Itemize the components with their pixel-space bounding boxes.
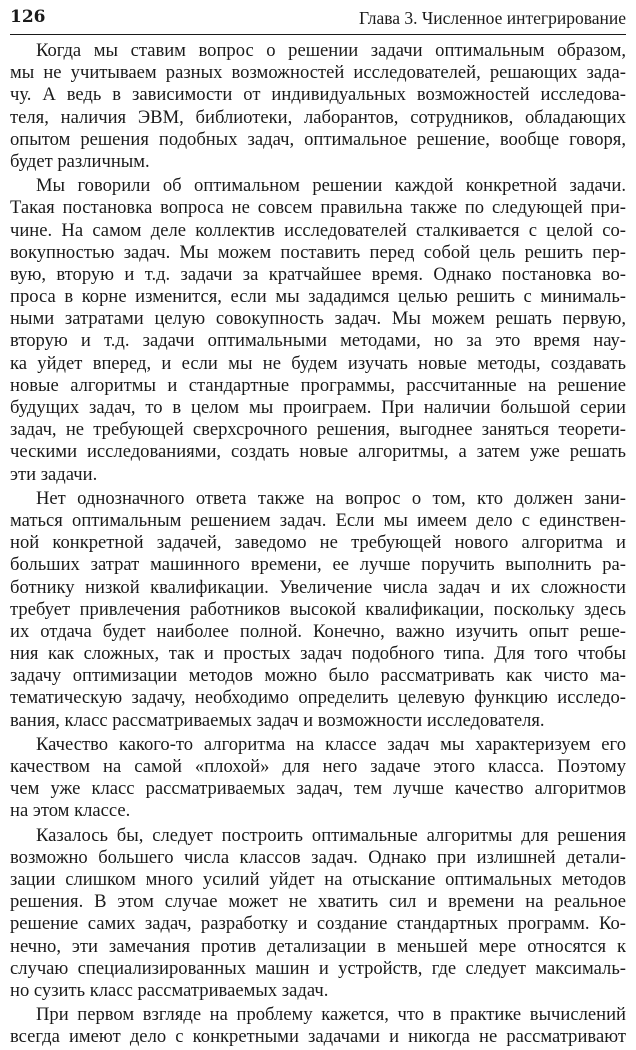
text-line: зации слишком много усилий уйдет на отыскание оптимальных методов	[10, 868, 626, 890]
text-line: опытом решения подобных задач, оптимальное решение, вообще говоря,	[10, 128, 626, 150]
text-line: вокупностью задач. Мы можем поставить перед собой цель решить пер-	[10, 241, 626, 263]
paragraph	[10, 734, 626, 823]
text-line: новые алгоритмы и стандартные программы, рассчитанные на решение	[10, 374, 626, 396]
running-title: Глава 3. Численное интегрирование	[358, 8, 626, 28]
text-line: Когда мы ставим вопрос о решении задачи оптимальным образом,	[36, 40, 626, 61]
text-line: чем уже класс рассматриваемых задач, тем лучше качество алгоритмов	[10, 778, 626, 800]
text-line: нечно, эти замечания против детализации в меньшей мере относятся к	[10, 935, 626, 957]
text-line: всегда имеют дело с конкретными задачами и никогда не рассматривают	[10, 1026, 626, 1048]
text-line: Казалось бы, следует построить оптимальные алгоритмы для решения	[36, 824, 626, 846]
page-number: 126	[10, 7, 46, 27]
paragraph	[10, 175, 626, 486]
text-line: эти задачи.	[10, 463, 98, 485]
text-line: возможно большего числа классов задач. Однако при излишней детали-	[10, 846, 626, 868]
text-line: на этом классе.	[10, 800, 131, 822]
text-line: проса в корне изменится, если мы зададимся целью решить с минималь-	[10, 286, 626, 308]
text-line: будет различным.	[10, 150, 150, 172]
text-line: больших затрат машинного времени, ее лучше поручить выполнить ра-	[10, 554, 626, 576]
text-line: их отдача будет наиболее полной. Конечно, важно изучить опыт реше-	[10, 620, 626, 642]
text-line: вторую и т.д. задачи оптимальными методами, но за это время нау-	[10, 330, 626, 352]
text-line: вую, вторую и т.д. задачи за кратчайшее время. Однако постановка во-	[10, 263, 626, 285]
text-line: Мы говорили об оптимальном решении каждой конкретной задачи.	[36, 175, 626, 197]
text-line: При первом взгляде на проблему кажется, что в практике вычислений	[36, 1004, 626, 1026]
running-header	[10, 4, 626, 35]
text-line: мы не учитываем разных возможностей исследователей, решающих зада-	[10, 62, 626, 84]
text-line: будущих задач, то в целом мы проиграем. При наличии большой серии	[10, 397, 626, 418]
text-line: ботнику низкой квалификации. Увеличение числа задач и их сложности	[10, 576, 626, 598]
text-line: качеством на самой «плохой» для него задаче этого класса. Поэтому	[10, 756, 626, 777]
text-line: ка уйдет вперед, и если мы не будем изучать новые методы, создавать	[10, 352, 626, 374]
text-line: ния как сложных, так и простых задач подобного типа. Для того чтобы	[10, 643, 626, 665]
text-line: решение самих задач, разработку и создание стандартных программ. Ко-	[10, 913, 626, 935]
text-line: чу. А ведь в зависимости от индивидуальных возможностей исследова-	[10, 84, 626, 106]
text-line: ческими исследованиями, создать новые алгоритмы, а затем уже решать	[10, 441, 626, 463]
text-line: чине. На самом деле коллектив исследователей сталкивается с целой со-	[10, 219, 626, 241]
text-line: случаю специализированных машин и устройств, где следует максималь-	[10, 957, 626, 979]
text-line: ными затратами целую совокупность задач. Мы можем решать первую,	[10, 308, 626, 330]
text-line: требует привлечения работников высокой квалификации, поскольку здесь	[10, 598, 626, 620]
book-page	[10, 0, 626, 1048]
text-line: решения. В этом случае может не хватить сил и времени на реальное	[10, 891, 626, 913]
paragraph	[10, 40, 626, 173]
text-line: ной конкретной задачей, заведомо не требующей нового алгоритма и	[10, 532, 626, 554]
text-line: Качество какого-то алгоритма на классе задач мы характеризуем его	[36, 733, 626, 755]
text-line: тематическую задачу, необходимо определить целевую функцию исследо-	[10, 687, 626, 709]
text-line: задачу оптимизации методов можно было рассматривать как чисто ма-	[10, 665, 626, 687]
text-line: теля, наличия ЭВМ, библиотеки, лаборантов, сотрудников, обладающих	[10, 106, 626, 128]
text-line: маться оптимальным решением задач. Если мы имеем дело с единствен-	[10, 509, 626, 531]
text-line: вания, класс рассматриваемых задач и возможности исследователя.	[10, 709, 545, 731]
text-line: задач, не требующей сверхсрочного решения, выгоднее заняться теорети-	[10, 419, 626, 441]
text-line: но сузить класс рассматриваемых задач.	[10, 979, 329, 1001]
paragraph	[10, 488, 626, 732]
body-text	[10, 40, 626, 1050]
paragraph	[10, 825, 626, 1003]
text-line: Такая постановка вопроса не совсем правильна также по следующей при-	[10, 197, 626, 219]
text-line: Нет однозначного ответа также на вопрос о том, кто должен зани-	[36, 487, 626, 509]
paragraph	[10, 1004, 626, 1048]
